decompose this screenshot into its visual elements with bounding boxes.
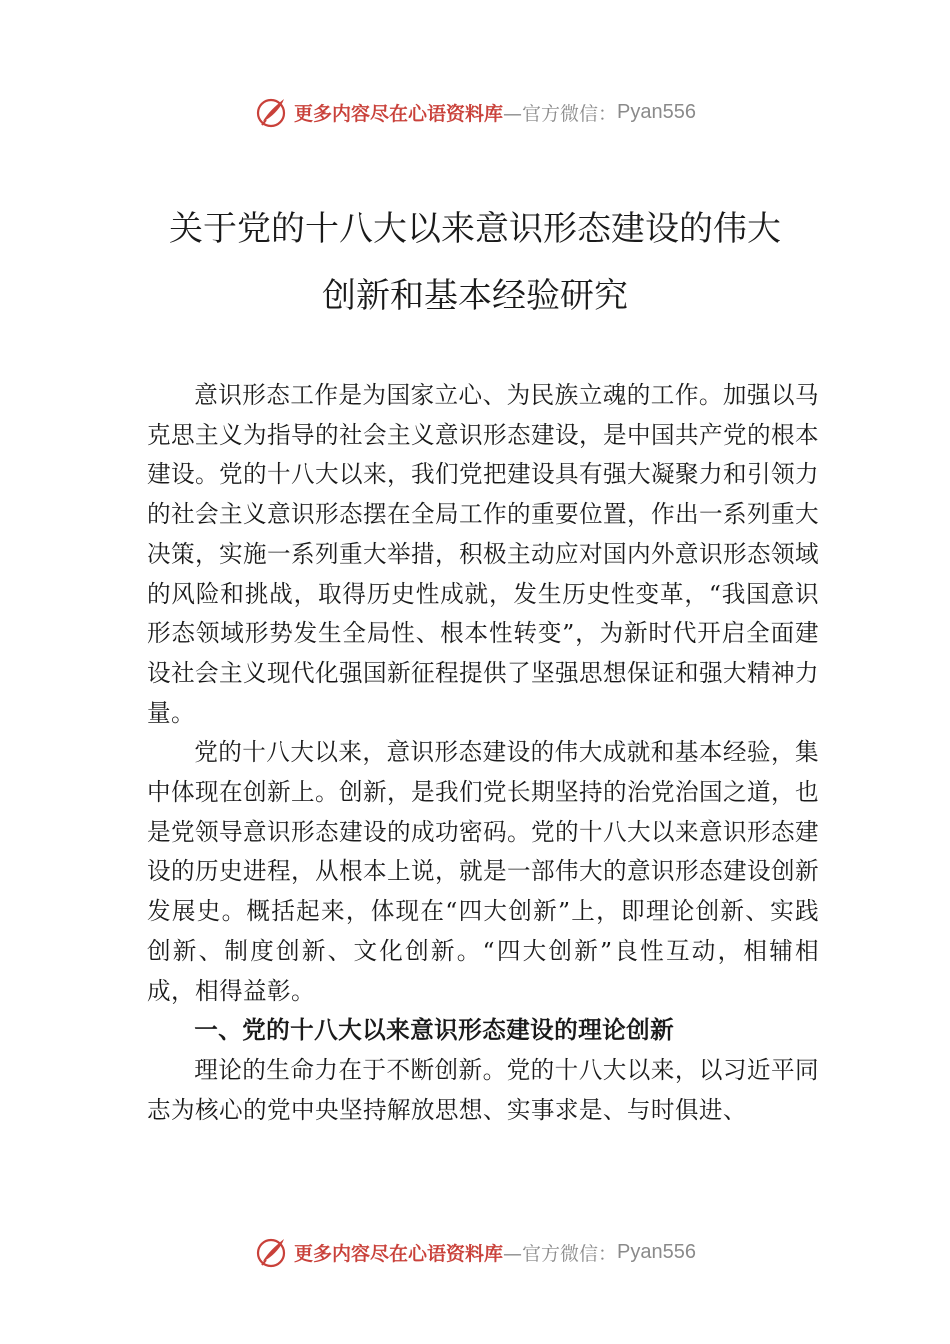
quill-pen-icon <box>254 95 288 129</box>
section-heading: 一、党的十八大以来意识形态建设的理论创新 <box>194 1016 675 1045</box>
footer-banner <box>0 1232 950 1272</box>
body-paragraph-1: 意识形态工作是为国家立心、为民族立魂的工作。加强以马克思主义为指导的社会主义意识形态建设，是中国共产党的根本建设。党的十八大以来，我们党把建设具有强大凝聚力和引领力的社会主义意识形态摆在全局工作的重要位置，作出一系列重大决策，实施一系列重大举措，积极主动应对国内外意识形态领域的风险和挑战，取得历史性成就，发生历史性变革，“我国意识形态领域形势发生全局性、根本性转变”，为新时代开启全面建设社会主义现代化强国新征程提供了坚强思想保证和强大精神力量。 <box>147 381 819 727</box>
document-title-line2: 创新和基本经验研究 <box>322 276 628 316</box>
banner-brand-text: 更多内容尽在心语资料库 <box>294 102 504 125</box>
footer-official-text: —官方微信： <box>503 1242 618 1265</box>
banner-wechat-id: Pyan556 <box>617 100 696 123</box>
document-title-line1: 关于党的十八大以来意识形态建设的伟大 <box>169 209 781 249</box>
header-banner <box>0 92 950 132</box>
body-paragraph-2: 党的十八大以来，意识形态建设的伟大成就和基本经验，集中体现在创新上。创新，是我们党长期坚持的治党治国之道，也是党领导意识形态建设的成功密码。党的十八大以来意识形态建设的历史进程，从根本上说，就是一部伟大的意识形态建设创新发展史。概括起来，体现在“四大创新”上，即理论创新、实践创新、制度创新、文化创新。“四大创新”良性互动，相辅相成，相得益彰。 <box>147 738 819 1005</box>
footer-brand-text: 更多内容尽在心语资料库 <box>294 1242 504 1265</box>
document-body <box>147 376 819 1130</box>
footer-wechat-id: Pyan556 <box>617 1240 696 1263</box>
quill-pen-icon <box>254 1235 288 1269</box>
section-paragraph: 理论的生命力在于不断创新。党的十八大以来，以习近平同志为核心的党中央坚持解放思想、实事求是、与时俱进、 <box>147 1055 819 1124</box>
banner-official-text: —官方微信： <box>503 102 618 125</box>
